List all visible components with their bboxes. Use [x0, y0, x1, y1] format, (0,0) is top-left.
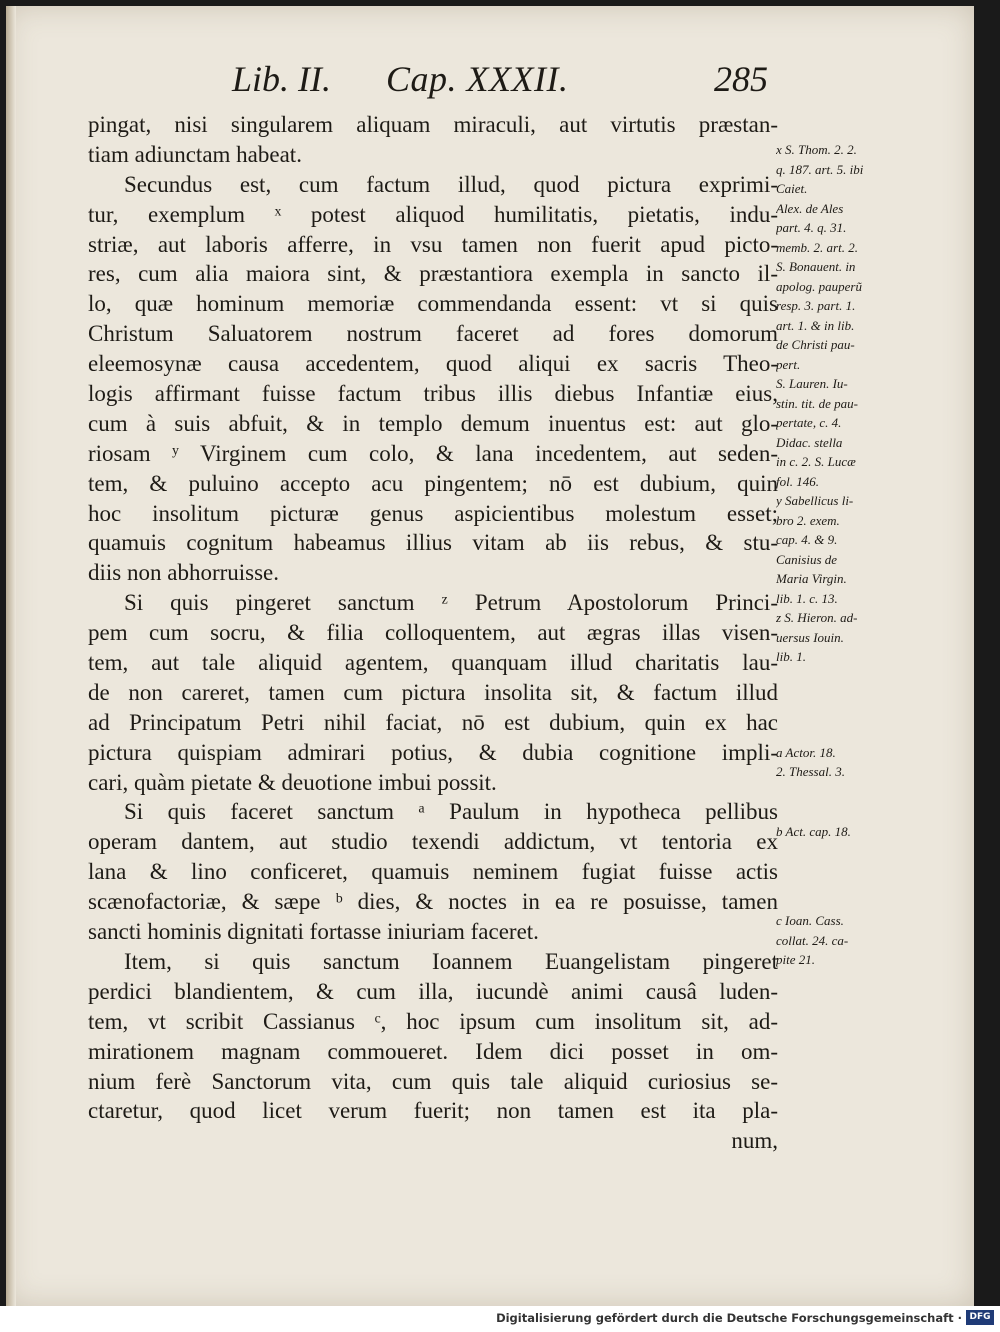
text-line: perdici blandientem, & cum illa, iucundè animi causâ luden- [88, 978, 778, 1004]
main-text-block [88, 110, 778, 1156]
catchword: num, [731, 1128, 778, 1154]
marginal-note: memb. 2. art. 2. [776, 239, 858, 255]
marginal-note: z S. Hieron. ad- [776, 610, 858, 625]
text-line: quamuis cognitum habeamus illius vitam ab iis rebus, & stu- [88, 530, 778, 556]
text-line: nium ferè Sanctorum vita, cum quis tale aliquid curiosius se- [88, 1068, 778, 1094]
marginal-note: x S. Thom. 2. 2. [776, 142, 857, 157]
marginal-note: Alex. de Ales [776, 200, 844, 216]
marginal-note: collat. 24. ca- [776, 932, 849, 948]
marginal-note: fol. 146. [776, 473, 819, 489]
marginal-note: part. 4. q. 31. [776, 220, 847, 235]
text-line: res, cum alia maiora sint, & præstantiora exempla in sancto il- [88, 261, 778, 287]
marginal-note: pite 21. [776, 952, 815, 967]
marginal-note: apolog. pauperũ [776, 278, 862, 294]
text-line: tem, aut tale aliquid agentem, quanquam illud charitatis lau- [88, 650, 778, 676]
page-gutter-shadow [6, 6, 16, 1306]
marginal-note: uersus Iouin. [776, 629, 844, 645]
marginal-note: a Actor. 18. [776, 744, 836, 760]
marginal-note: S. Lauren. Iu- [776, 376, 848, 391]
text-line: ad Principatum Petri nihil faciat, nō est dubium, quin ex hac [88, 709, 778, 735]
text-line: pem cum socru, & filia colloquentem, aut ægras illas visen- [88, 620, 778, 646]
text-line: logis affirmant fuisse factum tribus illis diebus Infantiæ eius, [88, 381, 778, 407]
text-line: eleemosynæ causa accedentem, quod aliqui ex sacris Theo- [88, 351, 778, 377]
marginal-note: S. Bonauent. in [776, 259, 856, 274]
text-line: hoc insolitum picturæ genus aspicientibus molestum esset; [88, 500, 778, 526]
text-line: diis non abhorruisse. [88, 560, 280, 586]
text-line: cum à suis abfuit, & in templo demum inuentus est: aut glo- [88, 410, 778, 436]
marginal-note: pertate, c. 4. [776, 415, 842, 430]
text-line: pictura quispiam admirari potius, & dubia cognitione impli- [88, 739, 778, 765]
text-line: sancti hominis dignitati fortasse iniuriam faceret. [88, 919, 539, 945]
text-line: lana & lino conficeret, quamuis neminem fugiat fuisse actis [88, 859, 778, 885]
text-line: operam dantem, aut studio texendi addictum, vt tentoria ex [88, 829, 778, 855]
running-header [6, 58, 974, 108]
marginal-note: art. 1. & in lib. [776, 317, 855, 333]
marginal-note: Canisius de [776, 551, 838, 567]
marginal-notes [776, 140, 976, 970]
book-page [6, 6, 974, 1306]
text-line: Christum Saluatorem nostrum faceret ad fores domorum [88, 321, 778, 347]
running-title-book: Lib. II. [232, 59, 331, 99]
text-line: Si quis faceret sanctum ᵃ Paulum in hypotheca pellibus [124, 799, 778, 825]
marginal-note: Didac. stella [776, 434, 843, 450]
marginal-note: q. 187. art. 5. ibi [776, 161, 864, 177]
text-line: tem, & puluino accepto acu pingentem; nō est dubium, quin [88, 470, 778, 496]
text-line: lo, quæ hominum memoriæ commendanda essent: vt si quis [88, 291, 778, 317]
digitization-footer [0, 1306, 1000, 1332]
marginal-note: pert. [776, 356, 801, 372]
text-line: riosam ʸ Virginem cum colo, & lana incedentem, aut seden- [88, 440, 778, 466]
marginal-note: bro 2. exem. [776, 512, 840, 528]
marginal-note: c Ioan. Cass. [776, 913, 844, 928]
text-line: striæ, aut laboris afferre, in vsu tamen non fuerit apud picto- [88, 231, 778, 257]
marginal-note: Maria Virgin. [776, 571, 847, 586]
marginal-note: resp. 3. part. 1. [776, 298, 856, 313]
text-line: tur, exemplum ˣ potest aliquod humilitatis, pietatis, indu- [88, 201, 778, 227]
page-number: 285 [714, 59, 768, 99]
text-line: tiam adiunctam habeat. [88, 141, 302, 167]
funding-credit: Digitalisierung gefördert durch die Deutsche Forschungsgemeinschaft · [496, 1311, 962, 1325]
text-line: ctaretur, quod licet verum fuerit; non tamen est ita pla- [88, 1098, 778, 1124]
marginal-note: 2. Thessal. 3. [776, 764, 845, 779]
marginal-note: stin. tit. de pau- [776, 395, 858, 411]
text-line: Si quis pingeret sanctum ᶻ Petrum Apostolorum Princi- [124, 590, 778, 616]
text-line: de non careret, tamen cum pictura insolita sit, & factum illud [88, 679, 778, 705]
marginal-note: Caiet. [776, 181, 808, 196]
text-line: mirationem magnam commoueret. Idem dici posset in om- [88, 1038, 778, 1064]
text-line: scænofactoriæ, & sæpe ᵇ dies, & noctes in ea re posuisse, tamen [88, 889, 778, 915]
text-line: tem, vt scribit Cassianus ᶜ, hoc ipsum cum insolitum sit, ad- [88, 1008, 778, 1034]
marginal-note: lib. 1. c. 13. [776, 590, 838, 606]
marginal-note: y Sabellicus li- [776, 493, 854, 508]
marginal-note: b Act. cap. 18. [776, 823, 851, 839]
text-line: cari, quàm pietate & deuotione imbui possit. [88, 769, 497, 795]
marginal-note: cap. 4. & 9. [776, 532, 838, 547]
marginal-note: in c. 2. S. Lucæ [776, 454, 856, 469]
marginal-note: de Christi pau- [776, 337, 855, 352]
text-line: Secundus est, cum factum illud, quod pictura exprimi- [124, 171, 778, 197]
marginal-note: lib. 1. [776, 649, 806, 664]
dfg-logo-icon: DFG [966, 1310, 994, 1325]
running-title-chapter: Cap. XXXII. [386, 59, 569, 99]
text-line: Item, si quis sanctum Ioannem Euangelistam pingeret [124, 948, 778, 974]
text-line: pingat, nisi singularem aliquam miraculi, aut virtutis præstan- [88, 112, 778, 137]
